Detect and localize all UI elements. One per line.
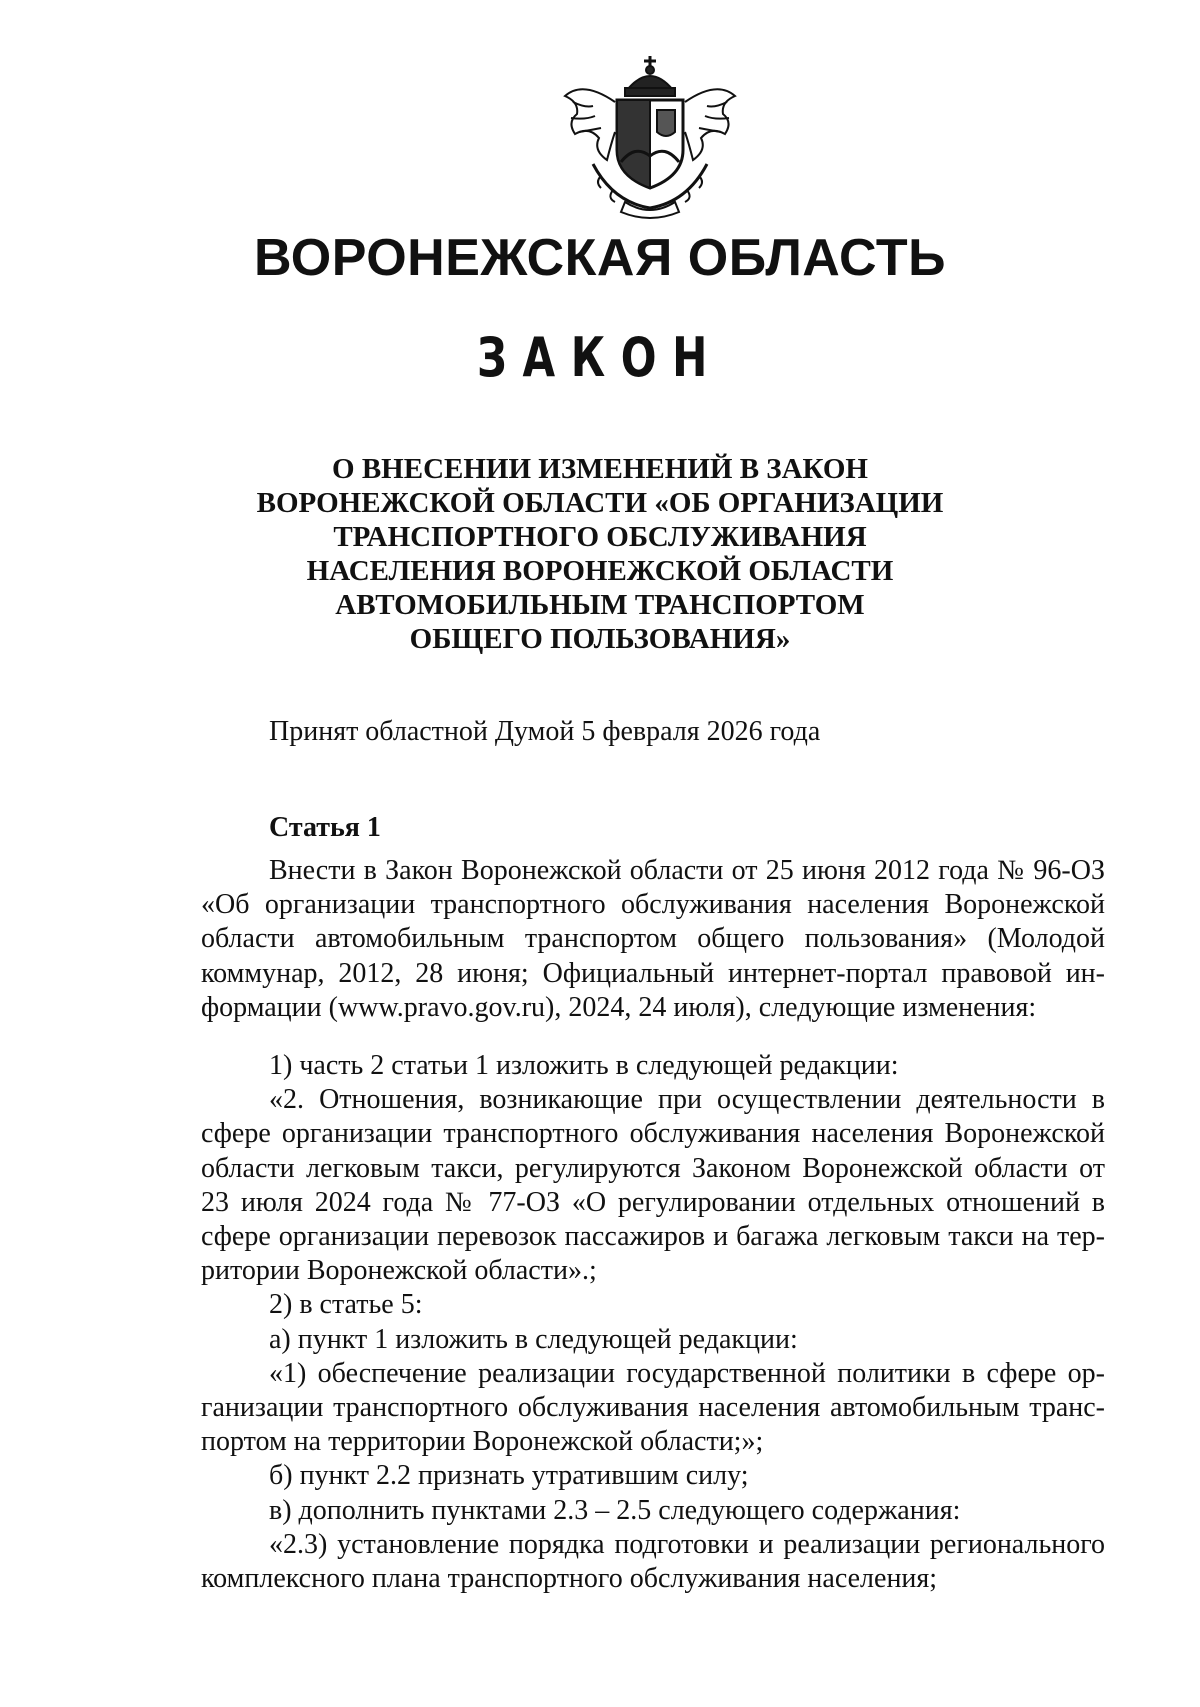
coat-of-arms-icon	[555, 52, 745, 222]
title-line: О ВНЕСЕНИИ ИЗМЕНЕНИЙ В ЗАКОН	[332, 453, 868, 485]
title-line: АВТОМОБИЛЬНЫМ ТРАНСПОРТОМ	[335, 589, 865, 621]
article-body	[201, 854, 1105, 1596]
article-paragraph: Внести в Закон Воронежской области от 25 июня 2012 года № 96-ОЗ «Об организации транспортного обслуживания населения Воронежской области автомобильным транспортом общего пользования» (Молодой коммунар, 2012, 28 июня; Официальный интернет-портал правовой информации (www.pravo.gov.ru), 2024, 24 июля), следующие изменения:	[201, 855, 1105, 1023]
article-heading: Статья 1	[269, 812, 381, 843]
article-paragraph: «2. Отношения, возникающие при осуществлении деятельности в сфере организации транспортного обслуживания населения Воронежской области легковым такси, регулируются Законом Воронежской области от 23 июля 2024 года № 77-ОЗ «О регулировании отдельных отношений в сфере организации перевозок пассажиров и багажа легковым такси на территории Воронежской области».;	[201, 1084, 1105, 1287]
article-paragraph: в) дополнить пунктами 2.3 – 2.5 следующего содержания:	[269, 1494, 961, 1526]
adoption-note: Принят областной Думой 5 февраля 2026 года	[269, 716, 821, 747]
article-paragraph: «2.3) установление порядка подготовки и реализации регионального комплексного плана транспортного обслуживания населения;	[201, 1528, 1105, 1595]
article-paragraph: б) пункт 2.2 признать утратившим силу;	[269, 1460, 749, 1492]
article-paragraph: 1) часть 2 статьи 1 изложить в следующей редакции:	[269, 1050, 899, 1082]
title-line: ОБЩЕГО ПОЛЬЗОВАНИЯ»	[409, 623, 791, 655]
title-line: ВОРОНЕЖСКОЙ ОБЛАСТИ «ОБ ОРГАНИЗАЦИИ	[256, 487, 944, 519]
law-title	[200, 452, 1000, 656]
article-paragraph: 2) в статье 5:	[269, 1289, 423, 1321]
article-paragraph: а) пункт 1 изложить в следующей редакции:	[269, 1323, 798, 1355]
title-line: ТРАНСПОРТНОГО ОБСЛУЖИВАНИЯ	[333, 521, 867, 553]
region-name: ВОРОНЕЖСКАЯ ОБЛАСТЬ	[254, 229, 946, 287]
title-line: НАСЕЛЕНИЯ ВОРОНЕЖСКОЙ ОБЛАСТИ	[306, 555, 894, 587]
article-paragraph: «1) обеспечение реализации государственной политики в сфере организации транспортного обслуживания населения автомобильным транспортом на территории Воронежской области;»;	[201, 1357, 1105, 1458]
document-type: ЗАКОН	[476, 326, 724, 389]
